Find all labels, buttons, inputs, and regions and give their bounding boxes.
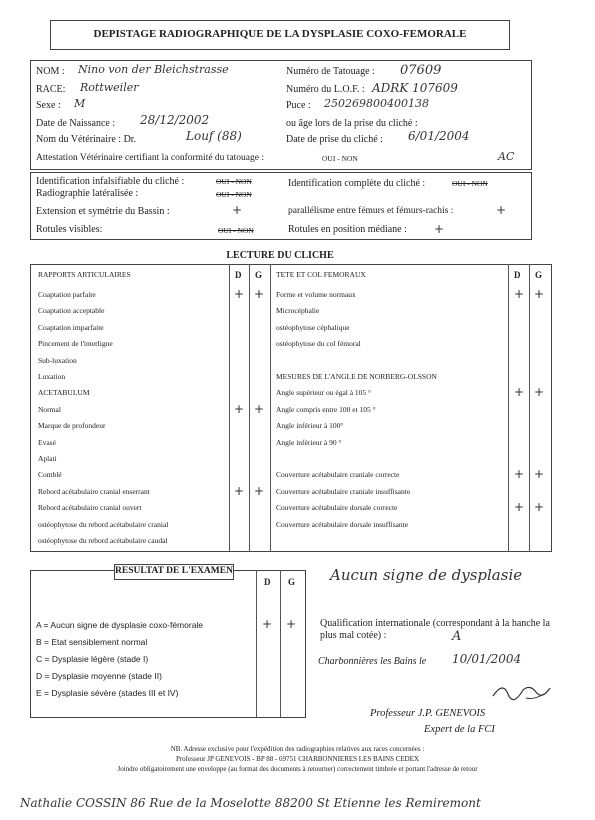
prise-label: Date de prise du cliché : [286,134,383,145]
naissance-label: Date de Naissance : [36,118,116,129]
table-row-label: Angle supérieur ou égal à 105 ° [276,388,372,398]
race-value: Rottweiler [80,81,139,94]
table-row-label: Rebord acétabulaire cranial ouvert [38,503,142,513]
result-item-mark-g: + [286,617,297,631]
table-row-label: ACETABULUM [38,388,90,398]
table-row-mark-d: + [514,467,525,482]
resultat-divider-d [256,570,257,717]
mediane-mark: + [434,222,445,236]
table-row-label: Angle compris entre 100 et 105 ° [276,404,376,414]
attestation-label: Attestation Vétérinaire certifiant la conformité du tatouage : [36,153,264,163]
lecture-left-col-g: G [255,270,263,280]
age-label: ou âge lors de la prise du cliché : [286,118,418,129]
table-row-mark-d: + [514,500,525,515]
radiographie-options: OUI - NON [216,190,252,199]
table-row-label: Marque de profondeur [38,421,106,431]
table-row-label: Couverture acétabulaire dorsale insuffisante [276,519,409,529]
table-row-mark-d: + [234,401,245,416]
extension-mark: + [232,203,243,217]
identification-label: Identification infalsifiable du cliché : [36,176,185,187]
professor-name: Professeur J.P. GENEVOIS [370,708,486,719]
lecture-title: LECTURE DU CLICHE [226,250,334,261]
sexe-value: M [74,97,86,110]
rotules-label: Rotules visibles: [36,224,103,235]
table-row-label: Forme et volume normaux [276,290,356,299]
qualification-value: A [452,629,462,644]
table-row-label: Couverture acétabulaire craniale insuffisante [276,486,411,496]
table-row-mark-g: + [534,287,545,301]
mediane-label: Rotules en position médiane : [288,224,407,235]
table-row-label: Microcéphalie [276,306,320,316]
table-row-label: Rebord acétabulaire cranial enserrant [38,486,150,496]
result-item-label: E = Dysplasie sévère (stades III et IV) [36,688,179,698]
footer-line-2: Professeur JP GENEVOIS - BP 88 - 69751 CHARBONNIERES LES BAINS CEDEX [175,755,420,763]
table-row-mark-g: + [534,467,545,482]
table-row-mark-d: + [234,483,245,498]
footer-line-1: NB. Adresse exclusive pour l'expédition des radiographies relatives aux races concernées : [170,745,425,753]
tatouage-label: Numéro de Tatouage : [286,66,375,77]
table-row-label: Angle inférieur à 100° [276,421,344,431]
signature-icon [488,676,558,706]
table-row-label: MESURES DE L'ANGLE DE NORBERG-OLSSON [276,372,437,381]
complete-label: Identification complète du cliché : [288,178,426,189]
table-row-mark-d: + [514,287,525,301]
tatouage-value: 07609 [400,63,442,78]
veterinaire-label: Nom du Vétérinaire : Dr. [36,134,137,145]
table-row-label: Couverture acétabulaire craniale correcte [276,470,400,480]
nom-value: Nino von der Bleichstrasse [78,63,229,76]
table-row-mark-g: + [534,500,545,515]
parallelisme-mark: + [496,203,507,217]
attestation-initials: AC [498,150,515,163]
attestation-options: OUI - NON [322,154,358,163]
extension-label: Extension et symétrie du Bassin : [36,206,170,217]
prise-value: 6/01/2004 [408,129,470,143]
table-row-mark-g: + [254,287,265,301]
result-item-label: A = Aucun signe de dysplasie coxo-fémorale [36,620,204,630]
lecture-divider-right-g [529,264,530,551]
veterinaire-value: Louf (88) [186,129,242,143]
puce-label: Puce : [286,100,311,111]
resultat-col-d: D [264,577,271,587]
qualification-label: Qualification internationale (correspondant à la hanche la plus mal cotée) : [320,618,550,641]
table-row-mark-g: + [534,385,545,400]
table-row-label: Evasé [38,437,56,447]
table-row-label: Comblé [38,470,62,480]
lecture-divider-right-d [508,264,509,551]
resultat-divider-g [280,570,281,717]
place-label: Charbonnières les Bains le [318,656,427,667]
table-row-label: ostéophytose céphalique [276,322,350,332]
lecture-right-col-g: G [535,270,543,280]
resultat-col-g: G [288,577,296,587]
table-row-label: Angle inférieur à 90 ° [276,437,342,447]
table-row-label: Pincement de l'interligne [38,339,113,349]
lecture-left-header: RAPPORTS ARTICULAIRES [38,270,131,279]
naissance-value: 28/12/2002 [140,113,210,127]
puce-value: 250269800400138 [324,97,429,110]
lecture-right-header: TETE ET COL FEMORAUX [276,270,366,279]
table-row-mark-d: + [514,385,525,400]
lecture-right-col-d: D [514,270,521,280]
lecture-divider-left-g [249,264,250,551]
result-item-label: D = Dysplasie moyenne (stade II) [36,671,162,681]
race-label: RACE: [36,84,66,95]
expert-title: Expert de la FCI [424,724,495,735]
table-row-label: Aplati [38,454,57,463]
rotules-options: OUI - NON [218,226,254,235]
page-title: DEPISTAGE RADIOGRAPHIQUE DE LA DYSPLASIE COXO-FEMORALE [93,28,467,40]
table-row-mark-g: + [254,483,265,498]
complete-options: OUI - NON [452,179,488,188]
handwritten-note: Aucun signe de dysplasie [330,566,523,584]
lecture-divider-middle [270,264,271,551]
parallelisme-label: parallélisme entre fémurs et fémurs-rachis : [288,206,454,216]
table-row-label: ostéophytose du col fémoral [276,339,361,349]
identification-options: OUI - NON [216,177,252,186]
lecture-divider-left-d [229,264,230,551]
table-row-mark-d: + [234,287,245,301]
lof-label: Numéro du L.O.F. : [286,84,365,95]
table-row-mark-g: + [254,401,265,416]
radiographie-label: Radiographie latéralisée : [36,188,139,199]
table-row-label: Coaptation imparfaite [38,322,104,332]
table-row-label: Coaptation parfaite [38,290,96,299]
lof-value: ADRK 107609 [372,81,458,95]
lecture-left-col-d: D [235,270,242,280]
table-row-label: Normal [38,404,61,414]
handwritten-address: Nathalie COSSIN 86 Rue de la Moselotte 88200 St Etienne les Remiremont [20,796,481,810]
result-item-label: C = Dysplasie légère (stade I) [36,654,149,664]
table-row-label: ostéophytose du rebord acétabulaire caudal [38,536,168,545]
resultat-title: RESULTAT DE L'EXAMEN [115,566,233,576]
table-row-label: Sub-luxation [38,355,77,365]
table-row-label: Coaptation acceptable [38,306,105,316]
place-date: 10/01/2004 [452,652,522,666]
table-row-label: ostéophytose du rebord acétabulaire cranial [38,519,169,529]
table-row-label: Couverture acétabulaire dorsale correcte [276,503,398,513]
footer-line-3: Joindre obligatoirement une enveloppe (au format des documents à retourner) correctement timbrée et portant l'adresse de retour [117,765,478,773]
result-item-label: B = Etat sensiblement normal [36,637,148,647]
result-item-mark-d: + [262,617,273,631]
sexe-label: Sexe : [36,100,61,111]
table-row-label: Luxation [38,372,66,381]
nom-label: NOM : [36,66,65,77]
